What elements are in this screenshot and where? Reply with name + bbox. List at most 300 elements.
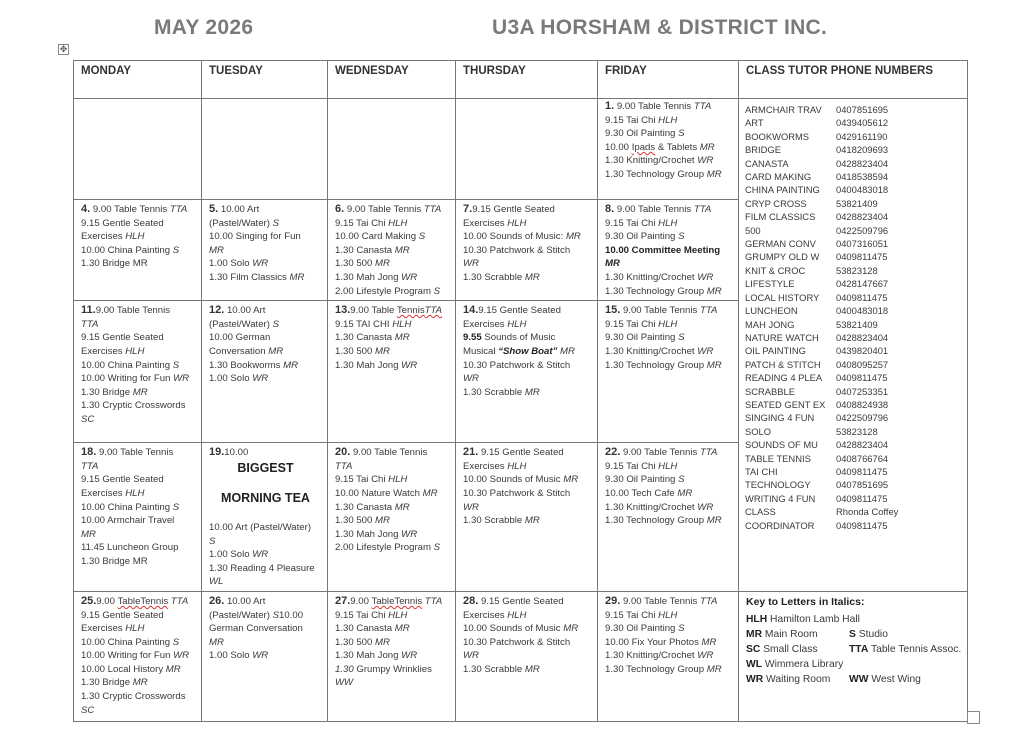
event-text: 9.00 Table Tennis [96,447,174,459]
venue-code: MR [289,271,305,283]
event-text: 1.30 Cryptic Crosswords [81,400,186,412]
venue-code: TTA [422,595,443,607]
phone-number: 0439405612 [836,117,889,129]
event-text: 1.30 Bridge [81,677,133,689]
event-text: 1.30 Technology Group [605,168,707,180]
class-name: CLASS [745,506,776,518]
event-text: 1.00 Solo [209,549,253,561]
class-name: NATURE WATCH [745,331,819,343]
venue-code: HLH [125,623,145,635]
venue-code: WR [401,528,418,540]
phone-number: Rhonda Coffey [836,506,899,518]
event-text: 2.00 Lifestyle Program [335,285,434,297]
event-text: & Tablets [655,141,700,153]
event-text: 9.15 Gentle Seated [81,609,164,621]
event-text: 2.00 Lifestyle Program [335,542,434,554]
event-text: 1.30 500 [335,258,376,270]
venue-code: TTA [699,447,718,459]
venue-code: TTA [423,204,442,215]
event-highlight: MORNING TEA [221,491,310,506]
event-text: 10.00 Writing for Fun [81,373,174,385]
venue-code: TTA [81,460,99,472]
event-text: 9.30 Oil Painting [605,623,679,635]
venue-code: MR [524,271,540,283]
venue-code: HLH [125,345,145,357]
venue-code: S [272,318,280,330]
phone-number: 0422509796 [836,224,889,236]
venue-code: MR [81,528,96,540]
day-number: 29. [605,594,621,607]
event-text: 1.00 Solo [209,373,253,385]
event-text: 1.30 Mah Jong [335,271,402,283]
phone-number: 53823128 [836,264,878,276]
phone-entry [745,130,962,143]
phone-entry [745,116,962,129]
event-text: 1.30 Canasta [335,623,395,635]
event-text: 9.15 Tai Chi [335,217,389,229]
day-number: 4. [81,203,91,215]
day-number: 13. [335,304,351,317]
event-text: 9.30 Oil Painting [605,231,679,243]
key-meaning: Studio [858,628,888,640]
event-text: 1.30 500 [335,636,376,648]
day-cell [202,99,328,200]
day-cell [598,591,739,721]
day-cell [328,200,456,301]
class-name: TAI CHI [745,465,778,477]
phone-entry [745,478,962,491]
day-cell [328,99,456,200]
event-text: 1.30 Mah Jong [335,650,402,662]
venue-code: WR [697,345,714,357]
day-cell [202,591,328,721]
event-text: 10.00 [279,609,304,621]
phone-entry [745,210,962,223]
venue-code: S [433,285,441,297]
event-text: 10.30 Patchwork & Stitch [463,244,571,256]
class-name: TECHNOLOGY [745,479,811,491]
venue-code: WR [463,373,479,385]
event-text: 9.00 Table Tennis [620,447,700,459]
phone-number: 0428147667 [836,278,889,290]
event-text: 1.30 Knitting/Crochet [605,271,698,283]
venue-code: “Show Boat” [498,345,558,357]
venue-code: HLH [388,474,408,486]
key-entry [746,657,843,672]
event-text: (Pastel/Water) [209,217,273,229]
venue-code: WR [697,155,714,167]
event-text: 1.30 Film Classics [209,271,290,283]
event-text: 1.30 Scrabble [463,386,525,398]
event-text: 1.30 500 [335,515,376,527]
column-header: FRIDAY [598,61,739,99]
key-meaning: Hamilton Lamb Hall [770,613,860,625]
event-text: 1.30 Canasta [335,244,395,256]
day-number: 5. [209,203,219,215]
event-text: Tennis [396,305,425,317]
event-text: 9.15 Gentle Seated [478,595,564,607]
venue-code: WL [209,576,224,588]
day-number: 8. [605,203,615,215]
day-cell [456,443,598,592]
phone-entry [745,411,962,424]
venue-code: S [418,231,426,243]
venue-code: S [209,535,216,547]
event-text: 1.30 Canasta [335,332,395,344]
venue-code: MR [563,474,579,486]
venue-code: MR [132,677,148,689]
class-name: SCRABBLE [745,385,796,397]
day-cell [456,99,598,200]
event-text: Exercises [81,623,126,635]
venue-code: MR [394,501,410,513]
phone-number: 0409811475 [836,291,888,303]
day-number: 6. [335,203,345,215]
phone-number: 0422509796 [836,412,889,424]
organisation-title: U3A HORSHAM & DISTRICT INC. [492,16,828,39]
tutor-phone-list [739,99,968,592]
event-text: 1.30 Technology Group [605,663,707,675]
event-text: 1.30 Mah Jong [335,528,402,540]
event-text: 10.00 Card Making [335,231,419,243]
event-text: 10.00 [605,141,632,153]
week-row [74,99,968,200]
venue-code: MR [605,258,620,270]
class-name: OIL PAINTING [745,345,806,357]
key-entry [746,642,849,657]
event-text: 1.00 Solo [209,258,253,270]
day-number: 19. [209,446,225,459]
phone-entry [745,103,962,116]
event-text: 10.00 Art [224,595,266,607]
day-cell [328,301,456,443]
event-text: 1.30 Scrabble [463,271,525,283]
phone-number: 0418209693 [836,144,889,156]
event-text: Exercises [463,609,508,621]
event-text: 1.30 Technology Group [605,285,707,297]
event-text: German Conversation [209,623,303,635]
venue-key [739,591,968,721]
venue-code: WR [401,650,418,662]
venue-code: MR [375,515,390,527]
phone-number: 0409811475 [836,492,888,504]
phone-entry [745,264,962,277]
venue-code: S [272,609,280,621]
event-text: 1.30 Reading 4 Pleasure [209,562,315,574]
event-text: 9.15 Tai Chi [605,609,659,621]
day-cell [328,443,456,592]
class-name: CRYP CROSS [745,197,807,209]
class-name: SOUNDS OF MU [745,439,818,451]
class-name: BRIDGE [745,144,781,156]
event-text: 9.15 Tai Chi [335,474,389,486]
class-name: COORDINATOR [745,519,815,531]
event-text: 9.15 Tai Chi [335,609,389,621]
event-text: Exercises [463,217,508,229]
venue-code: MR [375,636,390,648]
class-name: ARMCHAIR TRAV [745,104,822,115]
venue-code: MR [394,332,410,344]
event-text: 1.30 Bridge MR [81,258,148,270]
venue-code: MR [565,231,581,243]
class-name: WRITING 4 FUN [745,492,816,504]
venue-code: MR [394,244,410,256]
venue-code: WR [401,271,418,283]
key-entry [746,627,849,642]
venue-code: HLH [507,609,527,621]
venue-code: TTA [81,318,99,330]
venue-code: HLH [658,609,678,621]
event-text: 10.00 Committee Meeting [605,244,721,256]
class-name: GRUMPY OLD W [745,251,820,263]
event-text: 9.15 Gentle Seated [81,474,164,486]
event-text: Exercises [81,231,126,243]
key-code: WW [849,673,869,685]
day-cell [456,200,598,301]
phone-entry [745,385,962,398]
phone-number: 0400483018 [836,305,889,317]
phone-number: 0408824938 [836,398,889,410]
venue-code: MR [706,663,722,675]
phone-number: 0428823404 [836,157,889,169]
event-text: Exercises [463,318,508,330]
day-cell [202,301,328,443]
event-text: 9.15 Gentle Seated [472,204,555,215]
key-entry [849,672,921,687]
venue-code: WR [173,373,190,385]
phone-entry [745,183,962,196]
class-name: LUNCHEON [745,305,798,317]
key-line [746,627,962,642]
day-number: 21. [463,446,479,459]
event-text: 10.00 China Painting [81,244,173,256]
event-text: 10.00 Sounds of Music [463,623,564,635]
day-number: 1. [605,100,615,112]
venue-code: TTA [693,204,712,215]
phone-number: 0418538594 [836,171,889,183]
event-text: 9.00 Table [350,305,397,317]
key-meaning: Table Tennis Assoc. [870,643,962,655]
class-name: MAH JONG [745,318,795,330]
day-number: 15. [605,304,621,317]
event-text: 1.30 Bridge MR [81,555,148,567]
event-text: 1.30 500 [335,345,376,357]
phone-number: 53821409 [836,197,878,209]
event-text: 10.00 Art (Pastel/Water) [209,521,312,533]
event-text: 10.00 Art [218,204,260,215]
venue-code: WR [401,359,418,371]
venue-code: S [272,217,280,229]
key-line [746,657,962,672]
venue-code: MR [524,515,540,527]
event-text: 9.15 Tai Chi [605,318,659,330]
venue-code: TTA [693,101,712,112]
venue-code: HLH [658,460,678,472]
day-cell [202,200,328,301]
key-meaning: Main Room [764,628,818,640]
day-number: 27. [335,594,351,607]
venue-code: HLH [507,460,527,472]
key-line [746,672,962,687]
phone-entry [745,438,962,451]
day-cell [74,99,202,200]
key-code: MR [746,628,763,640]
venue-code: S [678,623,685,635]
event-text: 1.30 Mah Jong [335,359,402,371]
phone-number: 0407851695 [836,479,889,491]
event-text: Exercises [81,345,126,357]
key-code: TTA [849,643,869,655]
venue-code: HLH [125,487,145,499]
venue-code: S [678,474,685,486]
class-name: ART [745,117,764,129]
venue-code: MR [563,623,579,635]
venue-code: WW [335,677,354,689]
event-text: Exercises [81,487,126,499]
class-name: CANASTA [745,157,789,169]
event-text: Exercises [463,460,508,472]
key-entry [746,672,849,687]
key-entry [849,627,888,642]
event-text: 10.00 Singing for Fun [209,231,301,243]
day-cell [456,301,598,443]
phone-number: 53823128 [836,425,878,437]
day-number: 18. [81,446,97,459]
event-text: Sounds of Music [481,332,556,344]
venue-code: HLH [658,217,678,229]
class-name: BOOKWORMS [745,130,810,142]
phone-number: 0428823404 [836,331,889,343]
event-text: 1.30 Bookworms [209,359,284,371]
event-text: 10.00 China Painting [81,636,173,648]
phone-entry [745,519,962,532]
phone-entry [745,157,962,170]
venue-code: MR [706,359,722,371]
event-text: 9.00 Table Tennis [614,204,694,215]
event-text: 10.30 Patchwork & Stitch [463,487,571,499]
event-text: 1.30 Knitting/Crochet [605,345,698,357]
event-text: 1.30 Scrabble [463,663,525,675]
event-text: 9.15 Gentle Seated [81,332,164,344]
venue-code: HLH [388,609,408,621]
day-number: 7. [463,203,473,215]
venue-code: MR [524,663,540,675]
table-move-handle-icon[interactable]: ✥ [59,44,68,54]
event-text: 1.30 Bridge [81,386,133,398]
event-text: 1.30 Technology Group [605,515,707,527]
event-text: 10.00 Armchair Travel [81,515,175,527]
event-text: 9.00 [350,595,372,607]
column-header: WEDNESDAY [328,61,456,99]
venue-code: MR [677,487,693,499]
phone-entry [745,250,962,263]
key-code: WL [746,658,763,670]
phone-number: 0409811475 [836,372,888,384]
phone-entry [745,452,962,465]
phone-number: 0428823404 [836,211,889,223]
venue-code: WR [463,258,479,270]
day-cell [74,301,202,443]
event-text: 1.30 Technology Group [605,359,707,371]
venue-code: TTA [169,204,188,215]
day-number: 11. [81,304,96,317]
phone-entry [745,331,962,344]
phone-number: 0409811475 [836,519,888,531]
phone-number: 0400483018 [836,184,889,196]
day-number: 12. [209,304,225,317]
event-text: 9.00 Table Tennis [350,447,428,459]
venue-code: MR [283,359,299,371]
event-text: 9.30 Oil Painting [605,332,679,344]
calendar-table [73,60,968,722]
day-cell [328,591,456,721]
key-meaning: West Wing [871,673,921,685]
venue-code: S [678,332,685,344]
phone-entry [745,143,962,156]
event-text: 9.00 Table Tennis [620,305,700,317]
day-number: 26. [209,594,225,607]
venue-code: MR [557,345,575,357]
phone-entry [745,304,962,317]
key-code: S [849,628,856,640]
venue-code: HLH [388,217,408,229]
venue-code: WR [697,501,714,513]
venue-code: MR [132,386,148,398]
venue-code: SC [81,413,95,425]
month-title: MAY 2026 [154,16,254,39]
event-text: 9.00 [96,595,118,607]
venue-code: MR [209,244,224,256]
venue-code: S [678,231,685,243]
event-text: 1.30 Canasta [335,501,395,513]
event-text: 9.15 Tai Chi [605,114,659,126]
phone-entry [745,318,962,331]
venue-code: HLH [392,318,412,330]
phone-entry [745,398,962,411]
event-text: 9.15 Tai Chi [605,217,659,229]
phone-entry [745,344,962,357]
phone-number: 0439820401 [836,345,889,357]
phone-number: 0408095257 [836,358,889,370]
venue-code: TTA [699,595,718,607]
event-text: 9.00 Table Tennis [344,204,424,215]
venue-code: MR [375,345,390,357]
venue-code: WR [697,271,714,283]
key-code: WR [746,673,764,685]
table-resize-handle[interactable] [967,711,980,724]
phone-number: 0407253351 [836,385,889,397]
day-number: 28. [463,594,479,607]
phone-entry [745,465,962,478]
event-text: 1.30 Knitting/Crochet [605,650,698,662]
venue-code: MR [268,345,284,357]
event-text: 11.45 Luncheon Group [81,542,179,554]
venue-code: MR [375,258,390,270]
venue-code: MR [706,515,722,527]
phone-number: 53821409 [836,318,878,330]
phone-number: 0409811475 [836,465,888,477]
phone-number: 0429161190 [836,130,888,142]
column-header: MONDAY [74,61,202,99]
event-text: 9.15 Tai Chi [605,460,659,472]
venue-code: S [433,542,441,554]
column-header: THURSDAY [456,61,598,99]
event-text: Grumpy Wrinklies [353,663,432,675]
key-line [746,642,962,657]
phone-entry [745,425,962,438]
venue-code: WR [463,501,479,513]
event-text: 9.15 Gentle Seated [478,305,561,317]
